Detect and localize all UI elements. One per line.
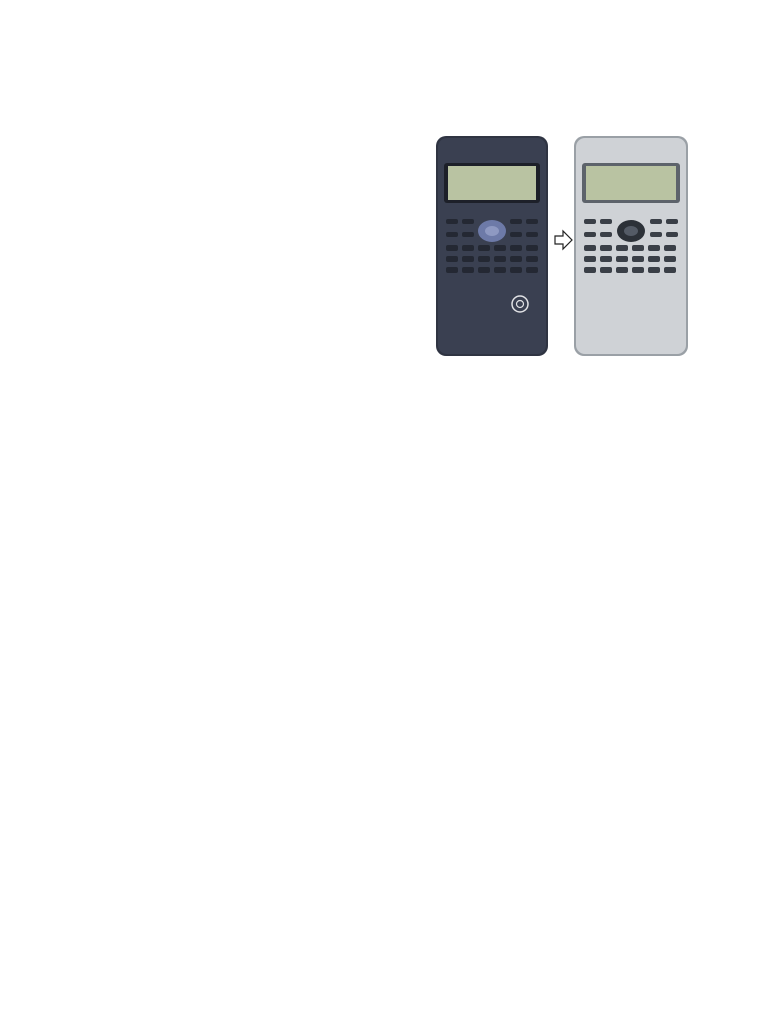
left-calculator [436, 136, 548, 356]
left-screen [448, 166, 536, 200]
calculators-photo [432, 132, 694, 360]
right-calculator [574, 136, 688, 356]
right-screen [586, 166, 676, 200]
arrow-right-icon [555, 231, 572, 249]
